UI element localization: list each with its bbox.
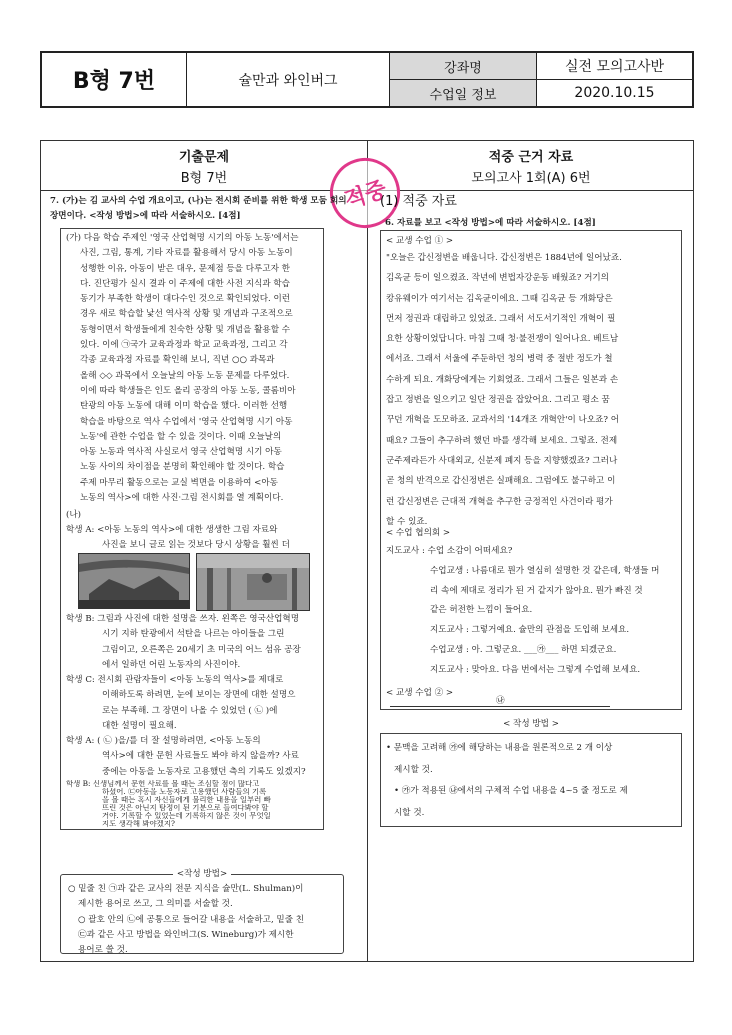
- passage-ga-line: 사진, 그림, 통계, 기타 자료를 활용해서 당시 아동 노동이: [80, 248, 293, 259]
- right-method-title: < 작성 방법 >: [503, 719, 559, 729]
- left-method-line: ○ 괄호 안의 ㉡에 공통으로 들어갈 내용을 서술하고, 밑줄 친: [78, 914, 305, 925]
- coal-mine-image: [79, 554, 189, 608]
- review-text: [386, 542, 678, 681]
- na-a2-line: 역사>에 대한 문헌 사료들도 봐야 하지 않을까? 사료: [102, 751, 299, 762]
- hit-stamp: 적중: [321, 149, 409, 237]
- lesson1-line: 잡고 정변을 일으키고 일단 정권을 잡았어요. 그리고 평소 꿈: [386, 395, 610, 406]
- passage-na-a2: [66, 734, 322, 780]
- left-method-title: <작성 방법>: [60, 867, 344, 882]
- review-line: 같은 허전한 느낌이 들어요.: [430, 605, 533, 616]
- passage-na-c: [66, 673, 322, 734]
- na-b2-line: 학생 B: 신생님께서 문헌 사료를 볼 때는 조심할 점이 많다고: [66, 780, 260, 788]
- left-method-line: ○ 밑줄 친 ㉠과 같은 교사의 전문 지식을 슐만(L. Shulman)이: [68, 884, 304, 894]
- review-line: 수업교생 : 나름대로 뭔가 열심히 설명한 것 같은데, 학생들 머: [430, 565, 660, 576]
- na-c-line: 로는 부족해. 그 장면이 나올 수 있었던 ( ㉡ )에: [102, 705, 278, 716]
- left-method-line: 제시한 용어로 쓰고, 그 의미를 서술할 것.: [78, 899, 233, 910]
- passage-ga-line: 동형이면서 학생들에게 친숙한 상황 및 개념을 활용할 수: [80, 324, 291, 335]
- right-method-line: • 문맥을 고려해 ㉮에 해당하는 내용을 원론적으로 2 개 이상: [386, 743, 613, 753]
- left-method: [68, 882, 340, 958]
- passage-ga-line: 올해 ◇◇ 과목에서 오늘날의 아동 노동 문제를 다루었다.: [80, 370, 290, 381]
- passage-ga-line: 성행한 이유, 아동이 받은 대우, 문제점 등을 다루고자 한: [80, 263, 290, 274]
- lesson1-line: 곧 청의 반격으로 갑신정변은 실패해요. 그럼에도 불구하고 이: [386, 476, 616, 487]
- left-method-line: ㉢과 같은 사고 방법을 와인버그(S. Wineburg)가 제시한: [78, 929, 294, 940]
- passage-ga-line: 각종 교육과정 자료를 확인해 보니, 직년 ○○ 과목과: [80, 355, 275, 366]
- left-head-title: 기출문제: [178, 150, 230, 165]
- lecture-value: 실전 모의고사반: [537, 52, 694, 80]
- passage-ga-line: 다. 진단평가 실시 결과 이 주제에 대한 사전 지식과 학습: [80, 278, 290, 289]
- na-a-line: 사진을 보니 글로 읽는 것보다 당시 상황을 훨씬 더: [102, 540, 290, 551]
- review-line: 수업교생 : 아. 그렇군요. ___㉮___ 하면 되겠군요.: [430, 644, 617, 655]
- column-divider: [367, 140, 368, 962]
- na-a2-line: 학생 A: ( ㉡ )을/를 더 잘 설명하려면, <아동 노동의: [66, 736, 261, 746]
- right-subtitle: (1) 적중 자료: [380, 194, 457, 209]
- na-c-line: 이해하도록 하려면, 눈에 보이는 장면에 대한 설명으: [102, 690, 296, 701]
- na-b2-line: 을 볼 때는 혹시 자신들에게 불리한 내용을 일부러 빠: [102, 796, 271, 804]
- date-label: 수업일 정보: [390, 80, 537, 108]
- passage-ga-line: 노동의 역사>에 대한 사진·그림 전시회를 열 계획이다.: [80, 493, 284, 504]
- lesson1-line: 먼저 정권과 대립하고 있었죠. 그래서 서도서기적인 개혁이 필: [386, 313, 616, 324]
- na-b2-line: 하셨어. ㉢아동을 노동자로 고용했던 사람들의 기록: [102, 788, 267, 796]
- passage-ga-line: 동기가 부족한 학생이 대다수인 것으로 확인되었다. 이런: [80, 294, 291, 305]
- lesson1-line: 김옥균 등이 일으켰죠. 작년에 변법자강운동 배웠죠? 거기의: [386, 273, 609, 284]
- textile-factory-image: [197, 554, 309, 610]
- passage-ga-line: 주제 마무리 활동으로는 교실 벽면을 이용하여 <아동: [80, 477, 278, 488]
- left-method-line: 용어로 쓸 것.: [78, 945, 128, 956]
- na-b-line: 그림이고, 오른쪽은 20세기 초 미국의 어느 섬유 공장: [102, 644, 301, 655]
- lesson1-line: 때요? 그들이 추구하려 했던 바를 생각해 보세요. 그렇죠. 전제: [386, 435, 618, 446]
- passage-na-b2: [66, 780, 322, 828]
- lesson1-line: 꾸던 개혁을 도모하죠. 교과서의 '14개조 개혁안'이 나오죠? 어: [386, 415, 620, 426]
- lesson1-line: 할 수 있죠.: [386, 516, 428, 527]
- passage-ga-line: 학습을 바탕으로 역사 수업에서 '영국 산업혁명 시기 아동: [80, 416, 293, 427]
- passage-na-label: (나): [66, 510, 82, 520]
- na-a2-line: 중에는 아동을 노동자로 고용했던 측의 기록도 있겠지?: [102, 766, 306, 777]
- lesson1-line: 런 갑신정변은 근대적 개혁을 추구한 긍정적인 사건이라 평가: [386, 496, 613, 507]
- lecture-label: 강좌명: [390, 52, 537, 80]
- na-b2-line: 뜨린 것은 아닌지 탐정이 된 기분으로 들여다봐야 할: [102, 804, 269, 812]
- na-b-line: 학생 B: 그림과 사진에 대한 설명을 쓰자. 왼쪽은 영국산업혁명: [66, 614, 300, 624]
- lesson1-line: 수하게 되요. 개화당에게는 기회였죠. 그래서 그들은 일본과 손: [386, 374, 619, 385]
- lesson1-line: 요한 상황이었답니다. 마침 그때 청·불전쟁이 일어나요. 베트남: [386, 334, 619, 345]
- review-line: 지도교사 : 맞아요. 다음 번에서는 그렇게 수업해 보세요.: [430, 664, 641, 675]
- na-b-line: 시기 지하 탄광에서 석탄을 나르는 아이들을 그린: [102, 629, 285, 640]
- right-method-line: 시할 것.: [394, 807, 425, 818]
- na-b2-line: 지도 생각해 봐야겠지?: [102, 820, 175, 828]
- passage-ga-line: 탄광의 아동 노동에 대해 이미 학습을 했다. 이러한 선행: [80, 401, 288, 412]
- lesson1-text: [386, 248, 678, 532]
- passage-ga-line: 아동 노동과 역사적 사실로서 영국 산업혁명 시기 아동: [80, 447, 282, 458]
- review-line: 지도교사 : 그렇거예요. 슐만의 관점을 도입해 보세요.: [430, 625, 630, 636]
- passage-na-b: [66, 612, 322, 673]
- textile-factory-photo: [196, 553, 310, 611]
- passage-ga-line: (가) 다음 학습 주제인 '영국 산업혁명 시기의 아동 노동'에서는: [66, 233, 299, 243]
- passage-ga-line: 이에 따라 학생들은 인도 올리 공장의 아동 노동, 콜롬비아: [80, 385, 296, 396]
- right-head-sub: 모의고사 1회(A) 6번: [471, 171, 591, 186]
- passage-ga-line: 노동'에 관한 수업을 할 수 있을 것이다. 이때 오늘날의: [80, 431, 282, 442]
- left-question: 7. (가)는 김 교사의 수업 개요이고, (나)는 전시회 준비를 위한 학생 모둠 회의 장면이다. <작성 방법>에 따라 서술하시오. [4점]: [50, 196, 347, 222]
- na-c-line: 학생 C: 전시회 관람자들이 <아동 노동의 역사>를 제대로: [66, 675, 284, 685]
- right-method-line: • ㉮가 적용된 ㉯에서의 구체적 수업 내용을 4~5 줄 정도로 제: [394, 786, 628, 796]
- right-method: [386, 738, 678, 824]
- header-table: [40, 51, 694, 108]
- review-title: < 수업 협의회 >: [386, 528, 451, 538]
- right-head-title: 적중 근거 자료: [488, 150, 574, 165]
- lesson1-line: 캉유웨이가 여기서는 김옥균이에요. 그때 김옥균 등 개화당은: [386, 293, 613, 304]
- passage-ga: [66, 231, 322, 506]
- passage-ga-line: 있다. 이에 ㉠국가 교육과정과 학교 교육과정, 그리고 각: [80, 340, 288, 351]
- date-value: 2020.10.15: [537, 80, 694, 108]
- lesson1-line: 에서죠. 그래서 서울에 주둔하던 청의 병력 중 절반 정도가 철: [386, 354, 613, 365]
- passage-ga-line: 경우 새로 학습할 낯선 역사적 상황 및 개념과 구조적으로: [80, 309, 293, 320]
- na-a-line: 학생 A: <아동 노동의 역사>에 대한 생생한 그림 자료와: [66, 525, 278, 535]
- lesson1-title: < 교생 수업 ① >: [386, 236, 454, 246]
- review-line: 리 속에 제대로 정리가 된 거 같지가 않아요. 뭔가 빠진 것: [430, 585, 643, 596]
- coal-mine-illustration: [78, 553, 190, 609]
- na-c-line: 대한 설명이 필요해.: [102, 720, 177, 731]
- right-question: 6. 자료를 보고 <작성 방법>에 따라 서술하시오. [4점]: [385, 218, 596, 228]
- left-head-sub: B형 7번: [180, 171, 228, 186]
- lesson1-line: "오늘은 갑신정변을 배웁니다. 갑신정변은 1884년에 일어났죠.: [386, 253, 622, 263]
- lesson1-line: 군주제라든가 사대외교, 신분제 폐지 등을 지향했겠죠? 그러나: [386, 455, 618, 466]
- review-line: 지도교사 : 수업 소감이 어떠세요?: [386, 546, 513, 556]
- exam-code: B형 7번: [41, 52, 187, 107]
- right-method-line: 제시할 것.: [394, 764, 433, 775]
- lesson2-blank-mark: ㉯: [496, 696, 505, 706]
- topic: 슐만과 와인버그: [187, 52, 390, 107]
- passage-ga-line: 노동 사이의 차이점을 분명히 확인해야 할 것이다. 학습: [80, 462, 285, 473]
- na-b-line: 에서 일하던 어린 노동자의 사진이야.: [102, 659, 241, 670]
- lesson2-title: < 교생 수업 ② >: [386, 688, 454, 698]
- na-b2-line: 거야. 기록할 수 있었는데 기록하지 않은 것이 무엇일: [102, 812, 271, 820]
